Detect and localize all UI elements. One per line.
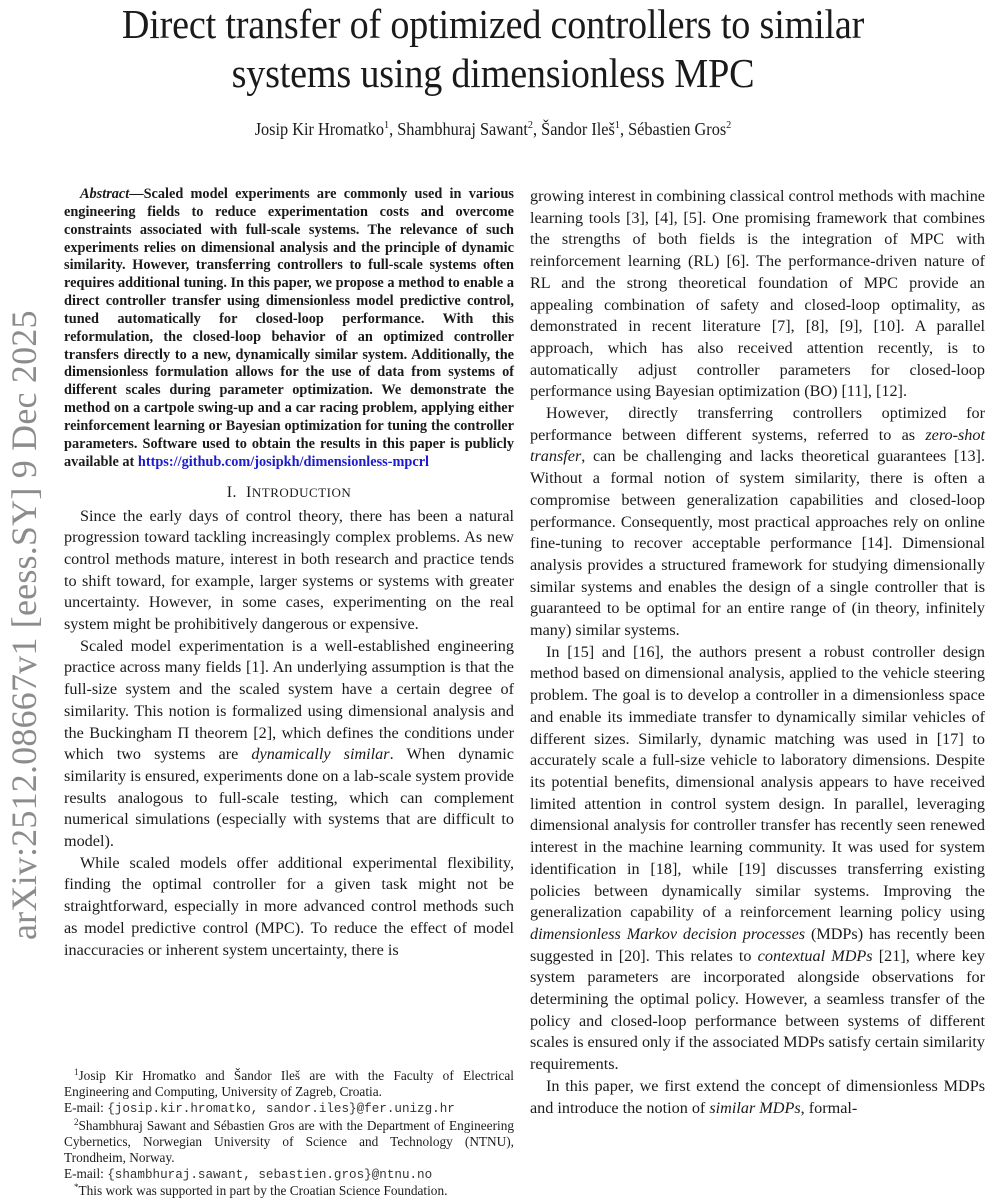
body-paragraph-continued: growing interest in combining classical control methods with machine learning tools [3], [4], [5]. One promising framework that combines the strengths of both fields is the integration of MPC with reinforcement learning (RL) [6]. The performance-driven nature of RL and the strong theoretical foundation of MPC provide an appealing combination of safety and closed-loop optimality, as demonstrated in recent literature [7], [8], [9], [10]. A parallel approach, which has also received attention recently, is to automatically adjust controller parameters for closed-loop performance using Bayesian optimization (BO) [11], [12]. — [530, 187, 985, 401]
section-heading-introduction — [64, 483, 514, 503]
author-name: Šandor Ileš — [541, 119, 615, 139]
affiliation-mark: 2 — [527, 119, 534, 131]
abstract — [64, 186, 514, 472]
text-run: Scaled model experimentation is a well-established engineering practice across many fields [1]. An underlying assumption is that the full-size system and the scaled system have a certain degree of similarity. This notion is formalized using dimensional analysis and the Buckingham Π theorem [2], which defines the conditions under which two systems are — [64, 636, 514, 764]
text-run: (MDPs) has recently been suggested in [20]. This relates to — [530, 924, 985, 965]
footnote-2 — [64, 1118, 514, 1167]
emphasis-zero-shot-transfer: zero-shot transfer — [530, 425, 985, 466]
section-title-initial: I — [246, 483, 252, 501]
abstract-text: Scaled model experiments are commonly used in various engineering fields to reduce experimentation costs and overcome constraints associated with full-scale systems. The relevance of such experiments relies on dimensional analysis and the principle of dynamic similarity. However, transferring controllers to full-scale systems often requires additional tuning. In this paper, we propose a method to enable a direct controller transfer using dimensionless model predictive control, tuned automatically for closed-loop performance. With this reformulation, the closed-loop behavior of an optimized controller transfers directly to a new, dynamically similar system. Additionally, the dimensionless formulation allows for the use of data from systems of different scales during parameter optimization. We demonstrate the method on a cartpole swing-up and a car racing problem, applying either reinforcement learning or Bayesian optimization for tuning the controller parameters. Software used to obtain the results in this paper is publicly available at — [64, 186, 514, 470]
email-address: {josip.kir.hromatko, sandor.iles}@fer.unizg.hr — [107, 1102, 455, 1117]
text-run: , formal- — [800, 1098, 858, 1117]
intro-paragraph-2 — [64, 636, 514, 853]
footnote-mark: 2 — [74, 1116, 79, 1127]
arxiv-stamp: arXiv:2512.08667v1 [eess.SY] 9 Dec 2025 — [4, 310, 44, 940]
footnote-1-email — [64, 1100, 514, 1117]
emphasis-similar-mdps: similar MDPs — [709, 1098, 801, 1117]
left-column — [64, 186, 514, 961]
text-run: [21], where key system parameters are incorporated alongside observations for determining the optimal policy. However, a seamless transfer of the policy and closed-loop performance between systems of different scales is ensured only if the associated MDPs satisfy certain similarity requirements. — [530, 946, 985, 1074]
affiliation-mark: 2 — [726, 119, 732, 131]
author-name: Sébastien Gros — [628, 119, 727, 139]
text-run: , can be challenging and lacks theoretical guarantees [13]. Without a formal notion of system similarity, there is often a compromise between generalization capabilities and closed-loop performance. Consequently, most practical approaches rely on online fine-tuning to recover acceptable performance [14]. Dimensional analysis provides a structured framework for studying dimensionally similar systems and enables the design of a single controller that is guaranteed to be optimal for an entire range of (in theory, infinitely many) similar systems. — [530, 447, 985, 640]
email-label: E-mail: — [64, 1100, 108, 1116]
author-separator: , — [533, 119, 542, 139]
email-label: E-mail: — [64, 1166, 108, 1182]
emphasis-dimensionless-mdps: dimensionless Markov decision processes — [530, 924, 806, 943]
text-run: . When dynamic similarity is ensured, experiments done on a lab-scale system provide results analogous to full-scale testing, which can complement numerical simulations (especially with systems that are difficult to model). — [64, 745, 514, 851]
text-run: In this paper, we first extend the concept of dimensionless MDPs and introduce the notion of — [530, 1076, 985, 1117]
author-list — [35, 118, 952, 140]
text-run: However, directly transferring controllers optimized for performance between different systems, referred to as — [530, 404, 985, 444]
author-name: Josip Kir Hromatko — [254, 119, 385, 139]
intro-paragraph-1: Since the early days of control theory, there has been a natural progression toward tackling increasingly complex problems. As new control methods mature, interest in both research and practice tends to shift toward, for example, larger systems or systems with greater uncertainty. However, in some cases, experimenting on the real system might be prohibitively dangerous or expensive. — [64, 506, 514, 634]
affiliation-mark: 1 — [614, 119, 620, 131]
section-number: I. — [226, 483, 238, 501]
footnote-2-email — [64, 1166, 514, 1183]
section-title-rest: NTRODUCTION — [251, 484, 352, 500]
title-line-1: Direct transfer of optimized controllers to similar — [121, 1, 865, 47]
footnote-1 — [64, 1068, 514, 1100]
author-separator: , — [389, 119, 398, 139]
footnote-funding — [64, 1183, 514, 1199]
email-address: {shambhuraj.sawant, sebastien.gros}@ntnu.no — [107, 1168, 433, 1183]
body-paragraph-contribution — [530, 1076, 985, 1119]
footnote-text: This work was supported in part by the Croatian Science Foundation. — [78, 1183, 448, 1199]
footnote-text: Shambhuraj Sawant and Sébastien Gros are with the Department of Engineering Cybernetics, Norwegian University of Science and Technology (NTNU), Trondheim, Norway. — [64, 1117, 514, 1166]
right-column — [530, 186, 985, 1119]
github-link[interactable]: https://github.com/josipkh/dimensionless-mpcrl — [137, 453, 430, 470]
title-line-2: systems using dimensionless MPC — [231, 50, 755, 96]
author-separator: , — [619, 119, 629, 139]
body-paragraph-zero-shot — [530, 403, 985, 642]
emphasis-dynamically-similar: dynamically similar — [251, 745, 390, 764]
footnote-text: Josip Kir Hromatko and Šandor Ileš are with the Faculty of Electrical Engineering and Computing, University of Zagreb, Croatia. — [64, 1068, 514, 1100]
footnote-mark: * — [74, 1182, 79, 1193]
abstract-label: Abstract — [80, 186, 130, 202]
footnote-mark: 1 — [74, 1067, 79, 1077]
body-paragraph-related-work — [530, 642, 985, 1076]
text-run: In [15] and [16], the authors present a robust controller design method based on dimensional analysis, applied to the vehicle steering problem. The goal is to develop a controller in a dimensionless space and enable its immediate transfer to dynamically similar vehicles of different sizes. Similarly, dynamic matching was used in [17] to accurately scale a full-size vehicle to laboratory dimensions. Despite its potential benefits, dimensional analysis appears to have received limited attention in control system design. In parallel, leveraging dimensional analysis for controller transfer has recently seen renewed interest in the machine learning community. It was used for system identification in [18], while [19] discusses transferring existing policies between dynamically similar systems. Improving the generalization capability of a reinforcement learning policy using — [530, 642, 985, 922]
footnotes — [64, 1068, 514, 1200]
intro-paragraph-3: While scaled models offer additional experimental flexibility, finding the optimal controller for a given task might not be straightforward, especially in more advanced control methods such as model predictive control (MPC). To reduce the effect of model inaccuracies or inherent system uncertainty, there is — [64, 853, 514, 959]
abstract-dash: — — [129, 186, 144, 202]
author-name: Shambhuraj Sawant — [397, 119, 528, 139]
emphasis-contextual-mdps: contextual MDPs — [757, 946, 873, 965]
paper-title — [35, 0, 952, 98]
affiliation-mark: 1 — [384, 119, 390, 131]
